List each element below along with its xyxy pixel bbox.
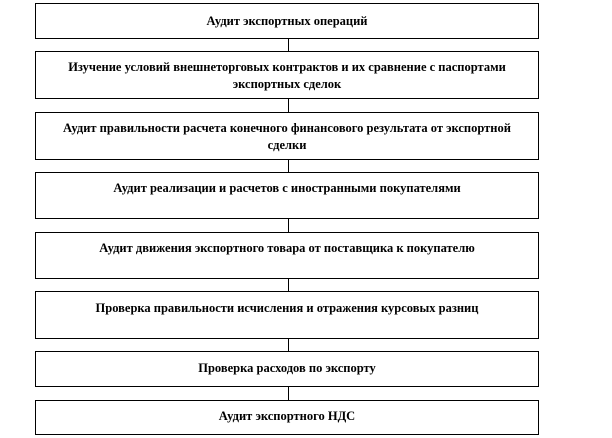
- step-box-6: [35, 291, 539, 339]
- step-label-3: Аудит правильности расчета конечного финансового результата от экспортной сделки: [63, 121, 511, 152]
- connector-3-4: [288, 160, 289, 172]
- connector-4-5: [288, 219, 289, 232]
- step-label-8: Аудит экспортного НДС: [218, 409, 356, 423]
- step-box-8: [35, 400, 539, 435]
- step-box-4: [35, 172, 539, 219]
- connector-2-3: [288, 99, 289, 112]
- step-label-2: Изучение условий внешнеторговых контрактов и их сравнение с паспортами экспортных сделок: [68, 60, 506, 91]
- step-box-2: [35, 51, 539, 99]
- connector-5-6: [288, 279, 289, 291]
- connector-1-2: [288, 39, 289, 51]
- step-label-6: Проверка правильности исчисления и отражения курсовых разниц: [95, 301, 479, 315]
- step-label-7: Проверка расходов по экспорту: [198, 361, 376, 375]
- step-box-7: [35, 351, 539, 387]
- connector-7-8: [288, 387, 289, 400]
- step-label-5: Аудит движения экспортного товара от поставщика к покупателю: [99, 241, 475, 255]
- step-box-1: [35, 3, 539, 39]
- connector-6-7: [288, 339, 289, 351]
- step-label-4: Аудит реализации и расчетов с иностранными покупателями: [113, 181, 461, 195]
- step-label-1: Аудит экспортных операций: [206, 14, 368, 28]
- step-box-3: [35, 112, 539, 160]
- step-box-5: [35, 232, 539, 279]
